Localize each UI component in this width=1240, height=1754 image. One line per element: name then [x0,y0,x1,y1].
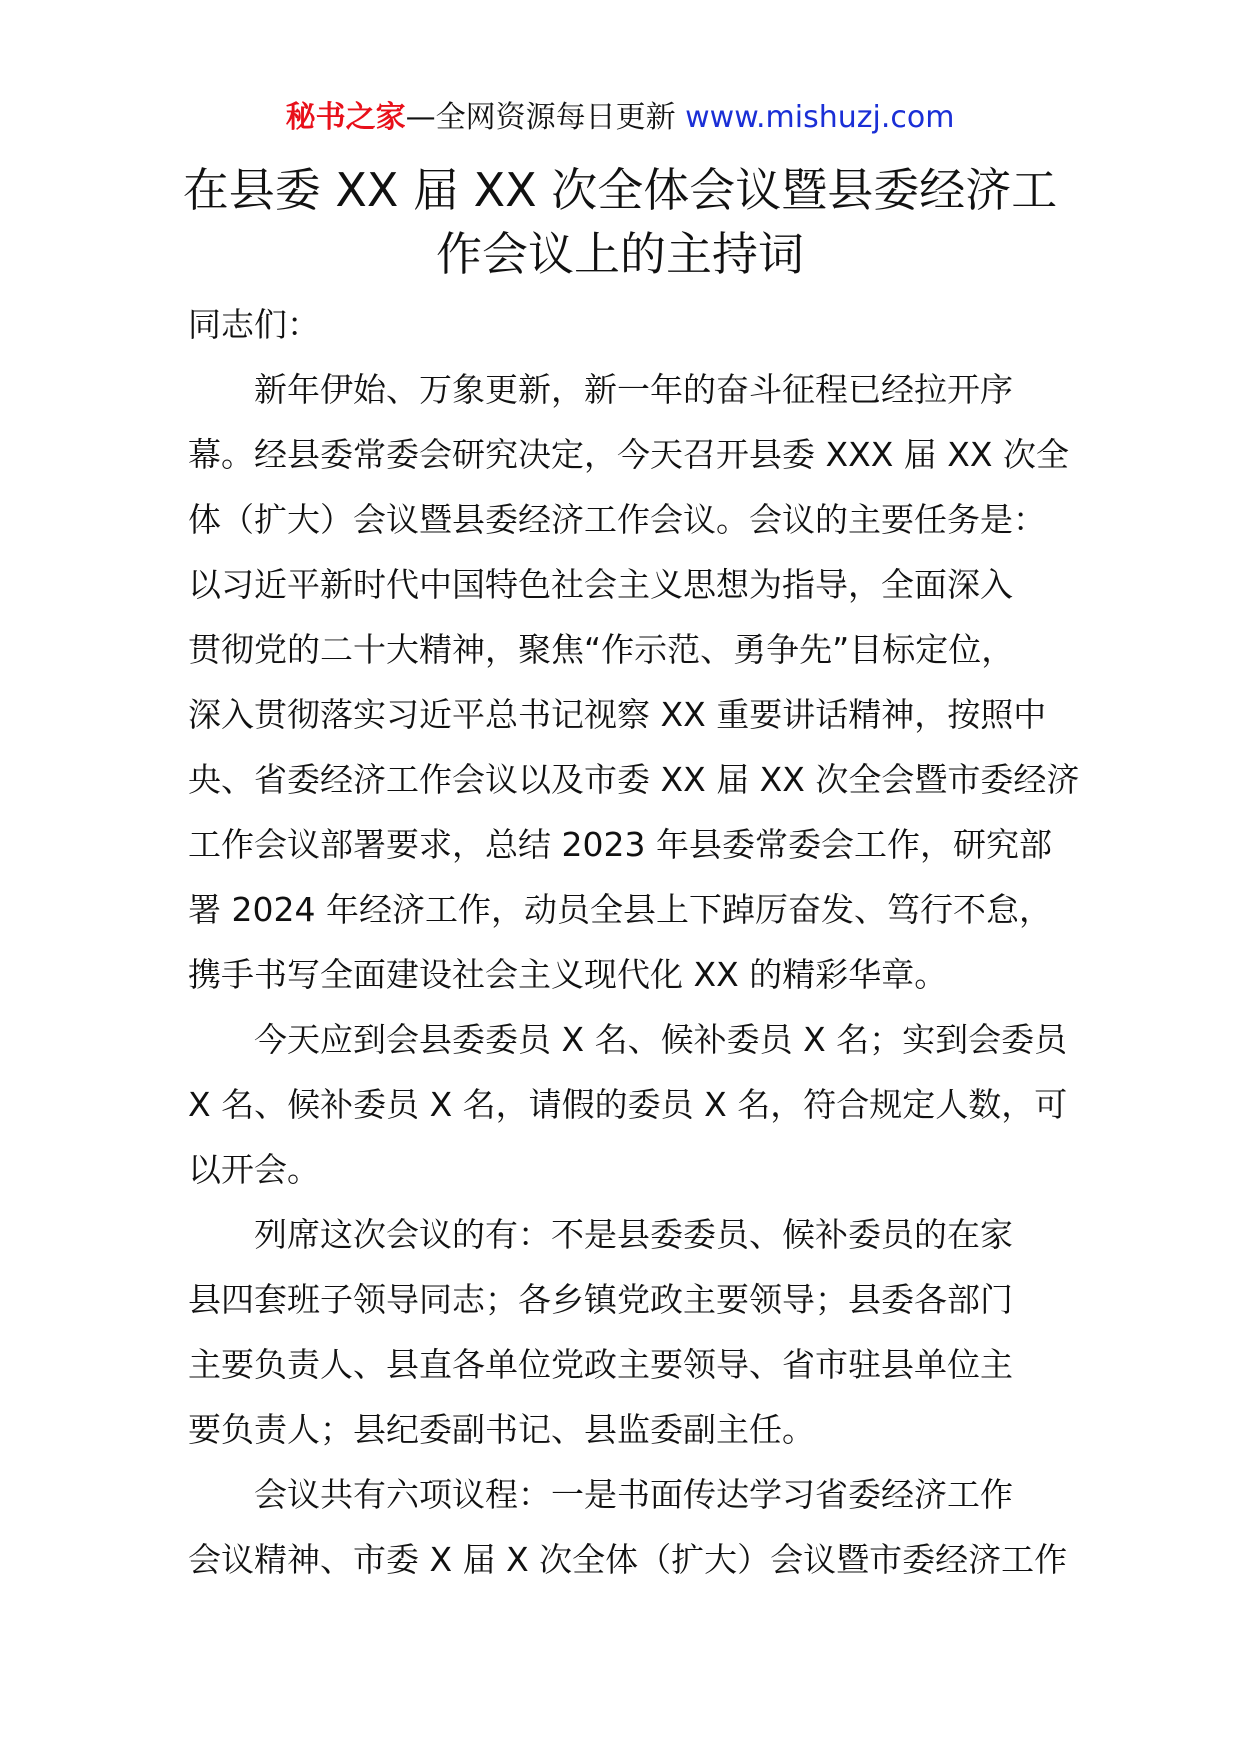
paragraph-line: 新年伊始、万象更新，新一年的奋斗征程已经拉开序 [254,370,1013,409]
document-body [188,292,1080,1592]
paragraph-line: 县四套班子领导同志；各乡镇党政主要领导；县委各部门 [188,1280,1013,1319]
paragraph-line: 今天应到会县委委员 X 名、候补委员 X 名；实到会委员 [254,1020,1068,1059]
paragraph-line: 主要负责人、县直各单位党政主要领导、省市驻县单位主 [188,1345,1013,1384]
paragraph-line: 要负责人；县纪委副书记、县监委副主任。 [188,1410,815,1449]
paragraph-line: 以习近平新时代中国特色社会主义思想为指导，全面深入 [188,565,1013,604]
paragraph-line: X 名、候补委员 X 名，请假的委员 X 名，符合规定人数，可 [188,1085,1068,1124]
paragraph-line: 署 2024 年经济工作，动员全县上下踔厉奋发、笃行不怠， [188,890,1052,929]
paragraph-line: 携手书写全面建设社会主义现代化 XX 的精彩华章。 [188,955,948,994]
paragraph-opening [188,357,1080,1007]
header-slogan: —全网资源每日更新 [405,100,686,135]
brand-name: 秘书之家 [285,100,406,135]
paragraph-attendance [188,1007,1068,1202]
paragraph-line: 工作会议部署要求，总结 2023 年县委常委会工作，研究部 [188,825,1052,864]
title-line-1: 在县委 XX 届 XX 次全体会议暨县委经济工 [182,163,1058,217]
paragraph-line: 会议共有六项议程：一是书面传达学习省委经济工作 [254,1475,1013,1514]
paragraph-line: 体（扩大）会议暨县委经济工作会议。会议的主要任务是： [188,500,1046,539]
paragraph-observers [188,1202,1050,1462]
site-url-link[interactable]: www.mishuzj.com [685,100,955,135]
paragraph-line: 幕。经县委常委会研究决定，今天召开县委 XXX 届 XX 次全 [188,435,1069,474]
salutation: 同志们： [188,305,320,344]
paragraph-line: 深入贯彻落实习近平总书记视察 XX 重要讲话精神，按照中 [188,695,1047,734]
paragraph-line: 会议精神、市委 X 届 X 次全体（扩大）会议暨市委经济工作 [188,1540,1068,1579]
paragraph-agenda [188,1462,1068,1592]
paragraph-line: 央、省委经济工作会议以及市委 XX 届 XX 次全会暨市委经济 [188,760,1080,799]
paragraph-line: 贯彻党的二十大精神，聚焦“作示范、勇争先”目标定位， [188,630,1015,669]
site-header [0,98,1240,138]
document-title [180,158,1060,286]
paragraph-line: 列席这次会议的有：不是县委委员、候补委员的在家 [254,1215,1013,1254]
paragraph-line: 以开会。 [188,1150,320,1189]
title-line-2: 作会议上的主持词 [436,227,804,281]
